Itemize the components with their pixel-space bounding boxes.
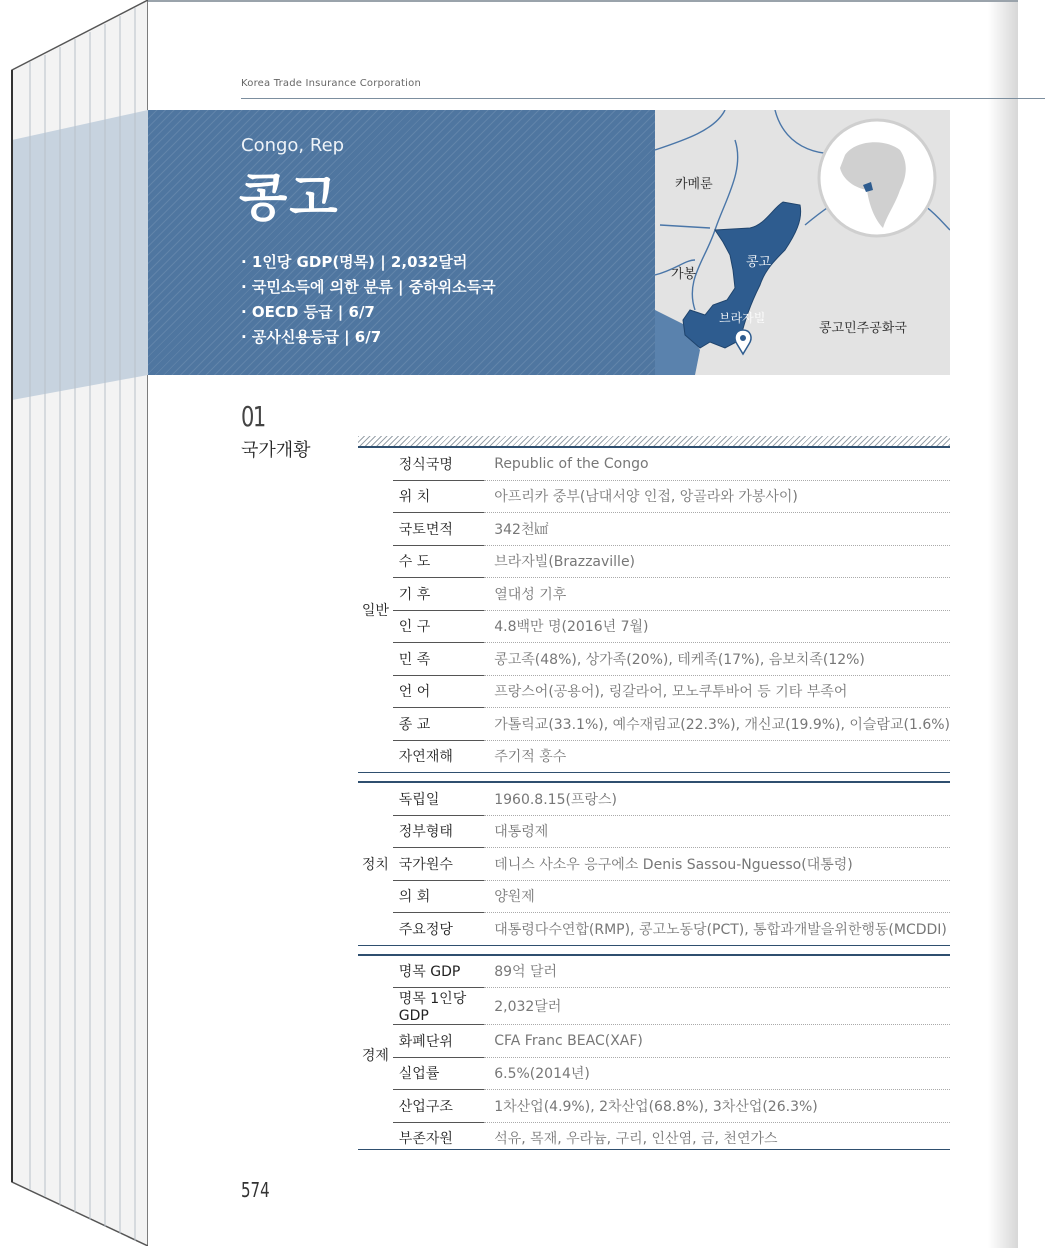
row-value: CFA Franc BEAC(XAF): [484, 1025, 950, 1058]
table-row: [358, 610, 950, 643]
table-row: [358, 1090, 950, 1123]
indicator-oecd: · OECD 등급 | 6/7: [241, 303, 375, 321]
row-label: 화폐단위: [393, 1025, 484, 1058]
row-value: 콩고족(48%), 상가족(20%), 테케족(17%), 음보치족(12%): [484, 643, 950, 676]
row-value: 데니스 사소우 응구에소 Denis Sassou-Nguesso(대통령): [484, 848, 950, 881]
table-row: [358, 675, 950, 708]
row-value: 아프리카 중부(남대서양 인접, 앙골라와 가봉사이): [484, 480, 950, 513]
row-value: 프랑스어(공용어), 링갈라어, 모노쿠투바어 등 기타 부족어: [484, 675, 950, 708]
indicator-gdp: · 1인당 GDP(명목) | 2,032달러: [241, 253, 468, 271]
row-label: 자연재해: [398, 749, 453, 766]
row-value: 342천㎢: [484, 513, 950, 546]
section-number: 01: [241, 400, 265, 433]
row-value: 4.8백만 명(2016년 7월): [484, 610, 950, 643]
row-label: 명목 GDP: [393, 955, 484, 988]
map-label-congo: 콩고: [746, 254, 772, 269]
row-value: 양원제: [484, 880, 950, 913]
country-banner: [148, 110, 655, 375]
group-label-economy: 경제: [361, 1047, 389, 1064]
row-label: 언 어: [393, 675, 484, 708]
table-row: [358, 1025, 950, 1058]
page-number: 574: [241, 1178, 270, 1202]
row-value: 석유, 목재, 우라늄, 구리, 인산염, 금, 천연가스: [494, 1131, 778, 1148]
row-value: 대통령제: [484, 815, 950, 848]
row-value: 1차산업(4.9%), 2차산업(68.8%), 3차산업(26.3%): [484, 1090, 950, 1123]
table-row: [358, 545, 950, 578]
row-label: 국토면적: [393, 513, 484, 546]
row-value: 1960.8.15(프랑스): [484, 782, 950, 815]
country-name-ko: 콩고: [239, 169, 340, 227]
table-row: [358, 815, 950, 848]
table-row: [358, 448, 950, 480]
section-title: 국가개황: [241, 440, 311, 461]
key-indicators: [241, 250, 496, 350]
group-separator: [358, 945, 950, 955]
book-page-stack: [0, 0, 150, 1246]
map-label-gabon: 가봉: [671, 266, 697, 281]
country-overview-table: [358, 448, 950, 1154]
group-separator: [358, 773, 950, 783]
table-row: [358, 513, 950, 546]
map-label-cameroon: 카메룬: [675, 176, 713, 191]
row-value: 89억 달러: [484, 955, 950, 988]
row-label: 명목 1인당 GDP: [393, 988, 484, 1025]
table-row: [358, 578, 950, 611]
row-label: 실업률: [393, 1057, 484, 1090]
group-label-general: 일반: [361, 603, 389, 619]
table-row: [358, 880, 950, 913]
country-map: [655, 110, 950, 375]
table-row: [358, 1057, 950, 1090]
table-bottom-rule: [358, 1149, 950, 1150]
header-rule: [241, 98, 1045, 99]
table-row: [358, 988, 950, 1025]
table-row: [358, 480, 950, 513]
indicator-income-class: · 국민소득에 의한 분류 | 중하위소득국: [241, 278, 496, 296]
page-edge-shadow: [988, 2, 1018, 1248]
indicator-ksure-rating: · 공사신용등급 | 6/7: [241, 328, 382, 346]
row-label: 부존자원: [398, 1131, 453, 1148]
row-value: 2,032달러: [484, 988, 950, 1025]
group-label-politics: 정치: [361, 856, 389, 873]
map-label-brazzaville: 브라자빌: [719, 311, 766, 325]
row-value: 6.5%(2014년): [484, 1057, 950, 1090]
row-value: Republic of the Congo: [484, 448, 950, 480]
row-label: 기 후: [393, 578, 484, 611]
row-label: 주요정당: [398, 921, 453, 938]
table-row: [358, 740, 950, 773]
row-label: 산업구조: [393, 1090, 484, 1123]
row-value: 주기적 홍수: [494, 749, 567, 766]
row-value: 열대성 기후: [484, 578, 950, 611]
country-name-en: Congo, Rep: [241, 135, 345, 156]
row-label: 위 치: [393, 480, 484, 513]
row-value: 대통령다수연합(RMP), 콩고노동당(PCT), 통합과개발을위한행동(MCDDI): [494, 921, 947, 938]
table-hatch-header: [358, 436, 950, 448]
row-label: 민 족: [393, 643, 484, 676]
table-row: [358, 643, 950, 676]
row-value: 브라자빌(Brazzaville): [484, 545, 950, 578]
row-label: 인 구: [393, 610, 484, 643]
table-row: [358, 708, 950, 741]
row-label: 정식국명: [393, 448, 484, 480]
table-row: [358, 782, 950, 815]
row-label: 정부형태: [393, 815, 484, 848]
table-row: [358, 848, 950, 881]
table-row: [358, 913, 950, 946]
row-label: 종 교: [393, 708, 484, 741]
running-header: Korea Trade Insurance Corporation: [241, 78, 421, 89]
row-label: 수 도: [393, 545, 484, 578]
row-label: 의 회: [393, 880, 484, 913]
table-row: [358, 955, 950, 988]
row-value: 가톨릭교(33.1%), 예수재림교(22.3%), 개신교(19.9%), 이슬람교(1.6%): [484, 708, 950, 741]
map-label-drc: 콩고민주공화국: [819, 320, 907, 335]
row-label: 독립일: [393, 782, 484, 815]
row-label: 국가원수: [393, 848, 484, 881]
